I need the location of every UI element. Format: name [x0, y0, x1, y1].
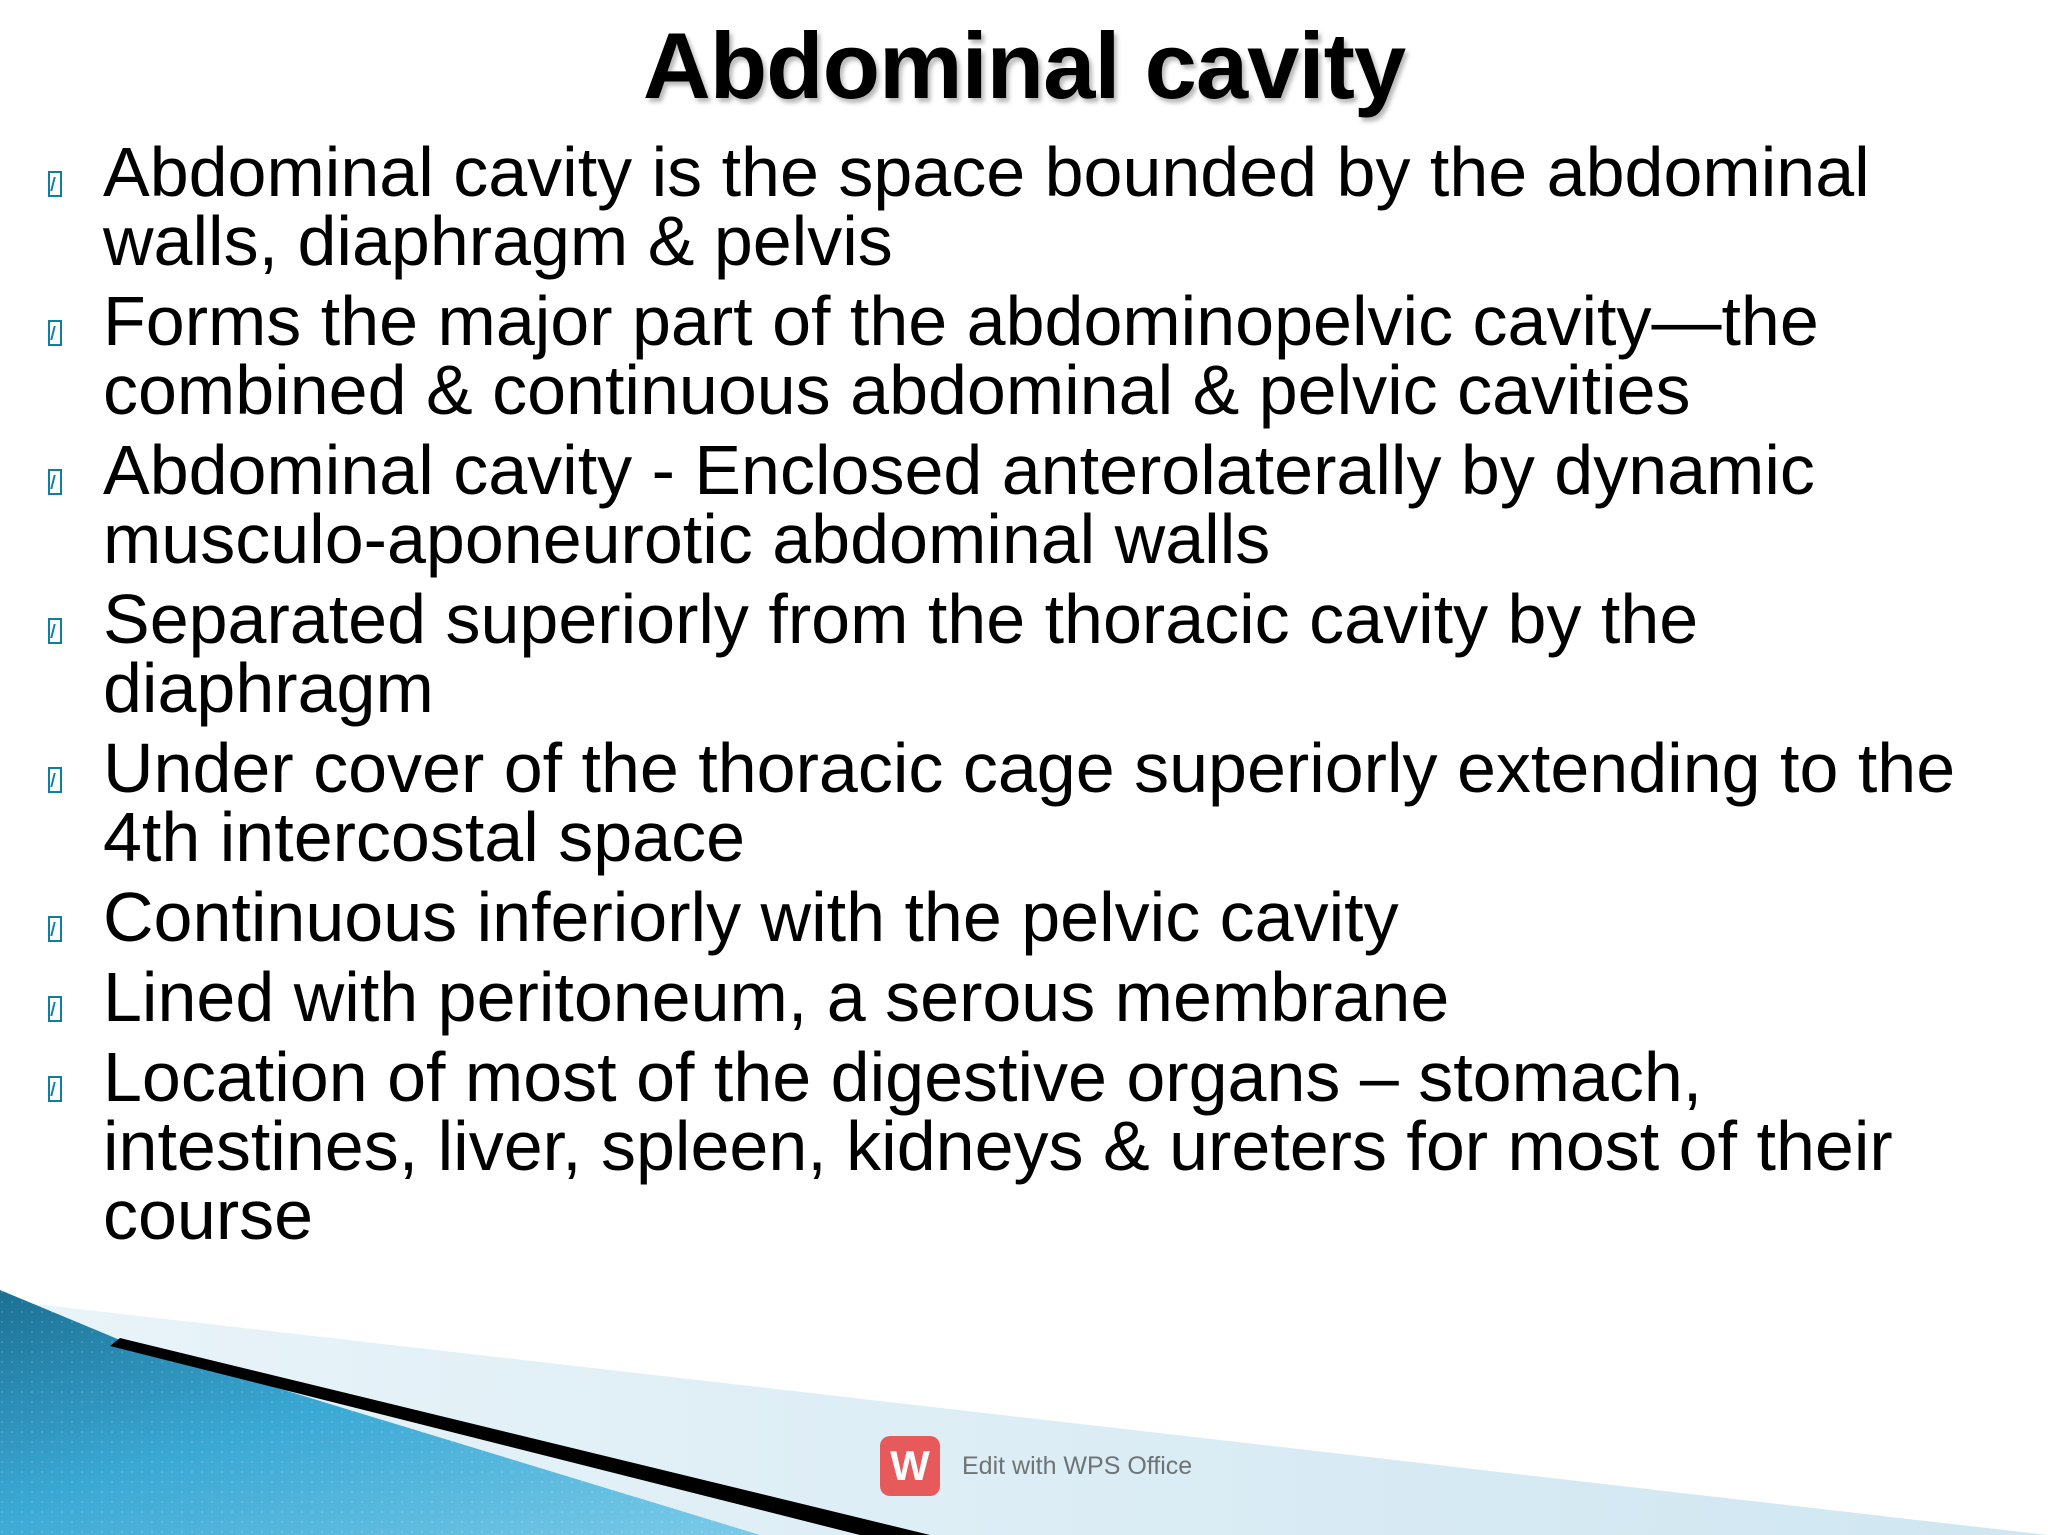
bullet-item: [0, 133, 2048, 280]
bullet-text: Abdominal cavity is the space bounded by the abdominal walls, diaphragm & pelvis: [103, 133, 1870, 280]
bullet-marker-icon: [48, 618, 62, 644]
bullet-marker-icon: [48, 171, 62, 197]
bullet-text: Under cover of the thoracic cage superiorly extending to the 4th intercostal space: [103, 729, 1956, 876]
bullet-marker-icon: [48, 916, 62, 942]
bullet-item: [0, 1038, 2048, 1254]
bullet-marker-icon: [48, 469, 62, 495]
bullet-item: [0, 282, 2048, 429]
bullet-text: Continuous inferiorly with the pelvic cavity: [103, 878, 1399, 956]
bullet-text: Lined with peritoneum, a serous membrane: [103, 958, 1450, 1036]
bullet-text: Location of most of the digestive organs – stomach, intestines, liver, spleen, kidneys & ureters for most of their course: [103, 1038, 1893, 1254]
wps-logo-icon: W: [880, 1436, 940, 1496]
slide-title: Abdominal cavity: [642, 13, 1406, 118]
bullet-marker-icon: [48, 767, 62, 793]
watermark: [880, 1433, 1192, 1499]
bullet-text: Abdominal cavity - Enclosed anterolaterally by dynamic musculo-aponeurotic abdominal walls: [103, 431, 1815, 578]
watermark-text: Edit with WPS Office: [962, 1451, 1193, 1480]
bullet-item: [0, 580, 2048, 727]
bullet-text: Separated superiorly from the thoracic cavity by the diaphragm: [103, 580, 1699, 727]
bullet-item: [0, 431, 2048, 578]
bullet-item: [0, 958, 2048, 1036]
bullet-list: [0, 133, 2048, 1261]
bullet-item: [0, 729, 2048, 876]
bullet-marker-icon: [48, 320, 62, 346]
bullet-marker-icon: [48, 1076, 62, 1102]
bullet-text: Forms the major part of the abdominopelvic cavity—the combined & continuous abdominal & pelvic cavities: [103, 282, 1819, 429]
bullet-item: [0, 878, 2048, 956]
bullet-marker-icon: [48, 996, 62, 1022]
